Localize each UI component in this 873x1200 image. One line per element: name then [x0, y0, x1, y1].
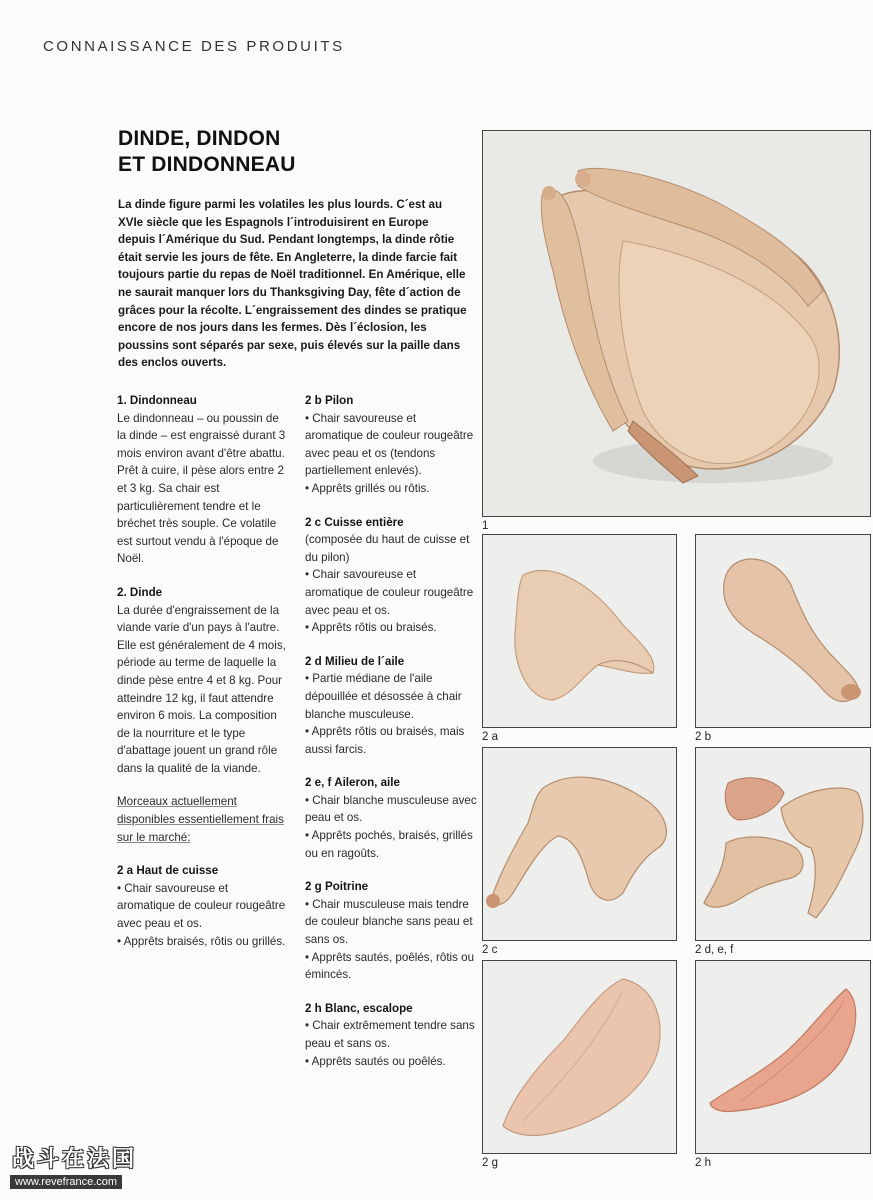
section-line: • Chair blanche musculeuse avec peau et os.: [305, 793, 477, 825]
photo-whole-turkey: [482, 130, 871, 517]
section-dinde: [117, 584, 287, 778]
site-watermark: [10, 1146, 146, 1190]
section-aileron-aile: [305, 774, 477, 862]
section-title: 1. Dindonneau: [117, 394, 197, 407]
section-haut-de-cuisse: [117, 862, 287, 950]
section-title: 2 a Haut de cuisse: [117, 864, 219, 878]
photo-aile-pieces: [695, 747, 871, 941]
text-column-right: [305, 392, 477, 1086]
watermark-brand: 战斗在法国: [12, 1146, 138, 1171]
breast-illustration: [483, 961, 677, 1154]
whole-turkey-illustration: [483, 131, 871, 517]
section-milieu-aile: [305, 653, 477, 759]
section-dindonneau: [117, 392, 287, 568]
section-body: La durée d'engraissement de la viande varie d'un pays à l'autre. Elle est généralement de 4 mois, période au terme de laquelle la dinde pèse entre 4 et 8 kg. Pour atteindre 12 kg, il faut attendre environ 6 mois. La composition de la nourriture et le type d'abattage jouent un grand rôle dans la qualité de la viande.: [117, 603, 286, 775]
section-line: • Apprêts grillés ou rôtis.: [305, 481, 430, 495]
photo-blanc-escalope: [695, 960, 871, 1154]
caption-2def: 2 d, e, f: [695, 944, 734, 956]
photo-haut-de-cuisse: [482, 534, 677, 728]
section-blanc-escalope: [305, 1000, 477, 1070]
drumstick-illustration: [696, 535, 871, 728]
morceaux-note: Morceaux actuellement disponibles essentiellement frais sur le marché:: [117, 795, 284, 844]
section-line: • Apprêts braisés, rôtis ou grillés.: [117, 934, 286, 948]
section-line: • Chair extrêmement tendre sans peau et sans os.: [305, 1019, 475, 1050]
title-line-1: DINDE, DINDON: [118, 127, 281, 150]
caption-2g: 2 g: [482, 1157, 498, 1169]
section-title: 2 h Blanc, escalope: [305, 1001, 413, 1015]
section-line: • Partie médiane de l'aile dépouillée et désossée à chair blanche musculeuse.: [305, 672, 462, 721]
section-line: • Apprêts rôtis ou braisés.: [305, 621, 437, 635]
whole-leg-illustration: [483, 748, 677, 941]
section-title: 2 c Cuisse entière: [305, 515, 404, 529]
title-line-2: ET DINDONNEAU: [118, 153, 296, 176]
section-line: • Chair savoureuse et aromatique de couleur rougeâtre avec peau et os.: [305, 568, 474, 617]
section-title: 2 d Milieu de l´aile: [305, 654, 405, 668]
photo-pilon: [695, 534, 871, 728]
section-line: • Chair musculeuse mais tendre de couleur blanche sans peau et sans os.: [305, 897, 473, 947]
section-line: • Apprêts sautés ou poêlés.: [305, 1054, 446, 1068]
wing-pieces-illustration: [696, 748, 871, 941]
thigh-illustration: [483, 535, 677, 728]
running-header: CONNAISSANCE DES PRODUITS: [43, 38, 345, 55]
page-title: [118, 126, 296, 178]
intro-paragraph: La dinde figure parmi les volatiles les plus lourds. C´est au XVIe siècle que les Espagnols l´introduisirent en Europe depuis l´Amérique du Sud. Pendant longtemps, la dinde rôtie était servie les jours de fête. En Angleterre, la dinde farcie fait toujours partie du repas de Noël traditionnel. En Amérique, elle ne saurait manquer lors du Thanksgiving Day, fête d´action de grâces pour la récolte. L´engraissement des dindes se pratique encore de nos jours dans les fermes. Dès l´éclosion, les poussins sont séparés par sexe, puis élevés sur la paille dans des enclos ouverts.: [118, 198, 467, 370]
caption-2c: 2 c: [482, 944, 498, 956]
caption-2a: 2 a: [482, 731, 498, 743]
section-line: • Apprêts pochés, braisés, grillés ou en ragoûts.: [305, 829, 473, 860]
watermark-url: www.revefrance.com: [10, 1175, 122, 1189]
section-title: 2 e, f Aileron, aile: [305, 776, 400, 790]
text-column-left: [117, 392, 287, 966]
photo-cuisse-entiere: [482, 747, 677, 941]
escalope-illustration: [696, 961, 871, 1154]
caption-2h: 2 h: [695, 1157, 711, 1169]
section-poitrine: [305, 878, 477, 984]
section-line: • Chair savoureuse et aromatique de couleur rougeâtre avec peau et os (tendons partiellement enlevés).: [305, 411, 474, 478]
section-line: (composée du haut de cuisse et du pilon): [305, 533, 470, 564]
section-title: 2 b Pilon: [305, 394, 354, 407]
section-line: • Apprêts rôtis ou braisés, mais aussi farcis.: [305, 725, 465, 756]
caption-1: 1: [482, 520, 489, 532]
section-line: • Chair savoureuse et aromatique de couleur rougeâtre avec peau et os.: [117, 881, 286, 931]
section-pilon: [305, 392, 477, 498]
section-line: • Apprêts sautés, poêlés, rôtis ou émincés.: [305, 950, 475, 982]
photo-poitrine: [482, 960, 677, 1154]
section-title: 2 g Poitrine: [305, 880, 369, 894]
section-body: Le dindonneau – ou poussin de la dinde – est engraissé durant 3 mois environ avant d'être abattu. Prêt à cuire, il pèse alors entre 2 et 3 kg. Sa chair est particulièrement tendre et le bréchet très souple. Ce volatile est surtout vendu à l'époque de Noël.: [117, 411, 286, 566]
section-cuisse-entiere: [305, 514, 477, 637]
section-title: 2. Dinde: [117, 585, 163, 599]
caption-2b: 2 b: [695, 731, 711, 743]
